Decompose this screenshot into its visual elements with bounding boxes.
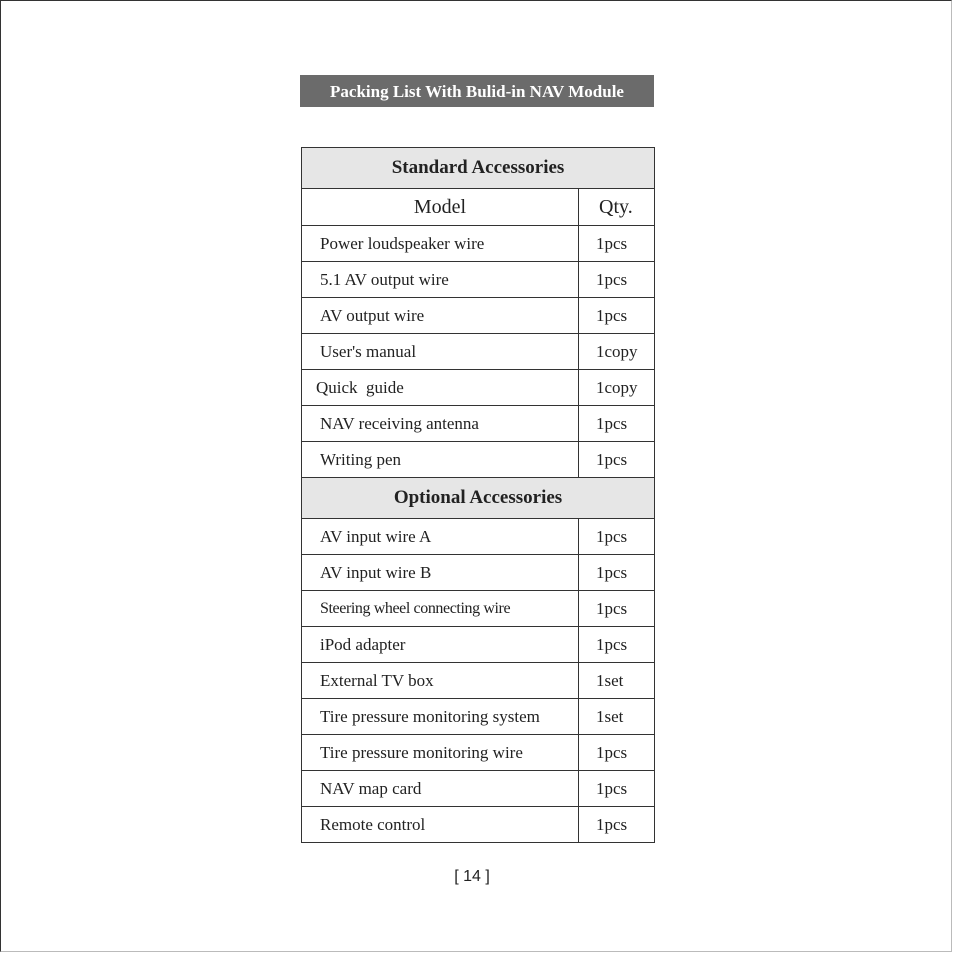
qty-cell: 1pcs (579, 627, 655, 663)
table-row (302, 334, 655, 370)
table-row (302, 406, 655, 442)
qty-cell: 1set (579, 663, 655, 699)
model-cell: Tire pressure monitoring wire (302, 735, 579, 771)
section-heading: Standard Accessories (302, 148, 655, 189)
qty-cell: 1pcs (579, 555, 655, 591)
model-cell: Writing pen (302, 442, 579, 478)
column-header-row (302, 189, 655, 226)
model-cell: NAV receiving antenna (302, 406, 579, 442)
table-row (302, 555, 655, 591)
table-row (302, 298, 655, 334)
model-cell: Quick guide (302, 370, 579, 406)
model-cell: NAV map card (302, 771, 579, 807)
qty-cell: 1pcs (579, 519, 655, 555)
qty-cell: 1pcs (579, 226, 655, 262)
column-header-model: Model (302, 189, 579, 226)
table-row (302, 591, 655, 627)
table-row (302, 771, 655, 807)
section-heading: Optional Accessories (302, 478, 655, 519)
qty-cell: 1pcs (579, 591, 655, 627)
qty-cell: 1pcs (579, 735, 655, 771)
packing-list-table (301, 147, 655, 843)
page-number: [ 14 ] (454, 868, 490, 885)
qty-cell: 1pcs (579, 771, 655, 807)
qty-cell: 1pcs (579, 262, 655, 298)
model-cell: Steering wheel connecting wire (302, 591, 579, 627)
model-cell: Power loudspeaker wire (302, 226, 579, 262)
table-row (302, 442, 655, 478)
section-header-standard (302, 148, 655, 189)
qty-cell: 1pcs (579, 442, 655, 478)
model-cell: AV input wire B (302, 555, 579, 591)
qty-cell: 1set (579, 699, 655, 735)
qty-cell: 1copy (579, 334, 655, 370)
table-row (302, 699, 655, 735)
table-row (302, 807, 655, 843)
model-cell: AV output wire (302, 298, 579, 334)
model-cell: User's manual (302, 334, 579, 370)
model-cell: AV input wire A (302, 519, 579, 555)
table-row (302, 262, 655, 298)
model-cell: Remote control (302, 807, 579, 843)
table-row (302, 663, 655, 699)
model-cell: External TV box (302, 663, 579, 699)
table-row (302, 370, 655, 406)
section-header-optional (302, 478, 655, 519)
table-row (302, 627, 655, 663)
qty-cell: 1pcs (579, 298, 655, 334)
model-cell: Tire pressure monitoring system (302, 699, 579, 735)
column-header-qty: Qty. (579, 189, 655, 226)
page-title: Packing List With Bulid-in NAV Module (300, 75, 654, 107)
qty-cell: 1pcs (579, 406, 655, 442)
qty-cell: 1copy (579, 370, 655, 406)
table-row (302, 519, 655, 555)
model-cell: iPod adapter (302, 627, 579, 663)
table-row (302, 226, 655, 262)
qty-cell: 1pcs (579, 807, 655, 843)
table-row (302, 735, 655, 771)
model-cell: 5.1 AV output wire (302, 262, 579, 298)
